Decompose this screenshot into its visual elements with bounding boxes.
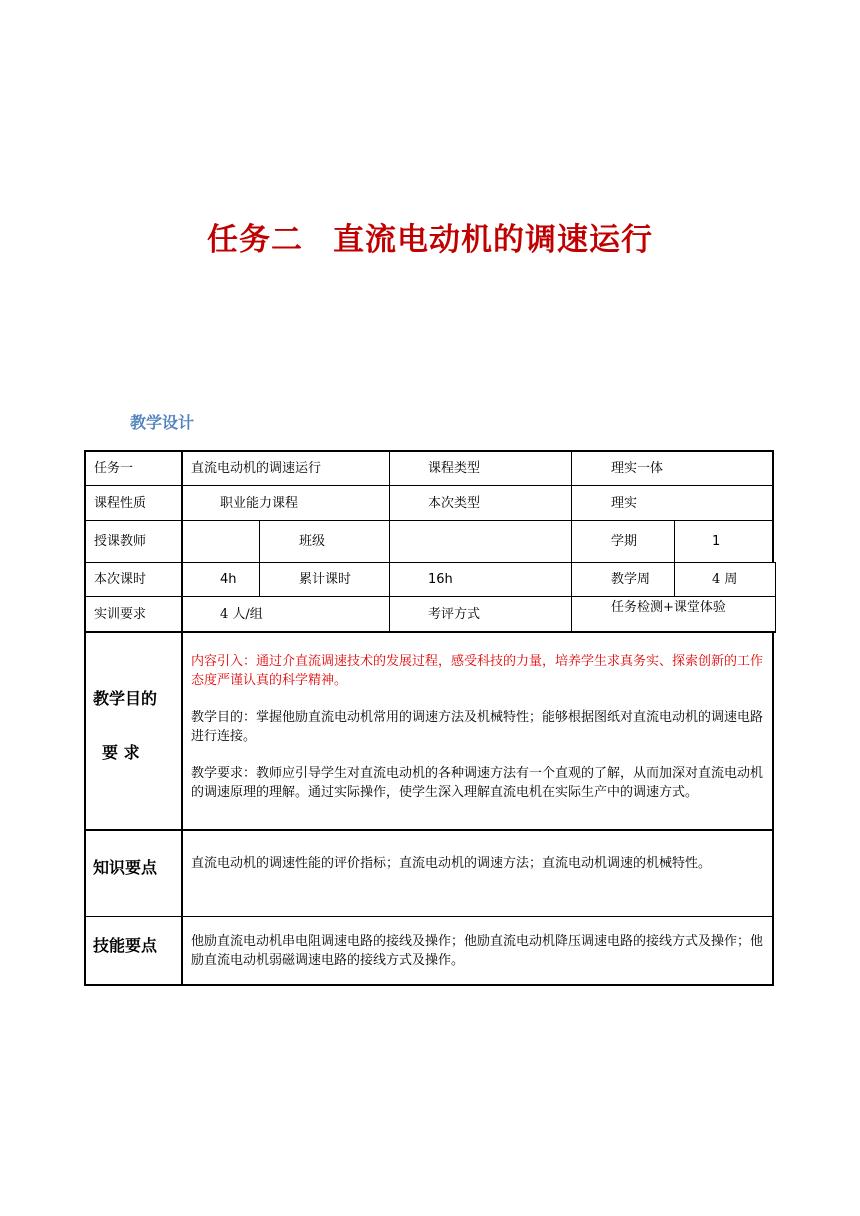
cell-assessment-label: 考评方式: [428, 607, 481, 622]
page-title: [0, 214, 860, 259]
cell-cumulative-value: 16h: [428, 572, 453, 587]
cell-semester-value: 1: [712, 534, 721, 549]
skills-label: 技能要点: [93, 936, 158, 955]
title-part-topic: 直流电动机的调速运行: [333, 222, 653, 258]
knowledge-text: 直流电动机的调速性能的评价指标；直流电动机的调速方法；直流电动机调速的机械特性。: [191, 856, 712, 871]
cell-teaching-week-label: 教学周: [611, 572, 651, 587]
cell-training-label: 实训要求: [94, 607, 147, 622]
title-part-task: 任务二: [207, 222, 303, 258]
cell-assessment-value: 任务检测+课堂体验: [611, 600, 726, 615]
cell-task-value: 直流电动机的调速运行: [191, 461, 322, 476]
cell-session-type-label: 本次类型: [428, 496, 481, 511]
cell-class-label: 班级: [299, 534, 326, 549]
cell-task-label: 任务一: [94, 461, 134, 476]
objectives-content: [191, 652, 767, 802]
cell-teacher-label: 授课教师: [94, 534, 147, 549]
cell-course-nature-value: 职业能力课程: [220, 496, 299, 511]
cell-course-type-value: 理实一体: [611, 461, 664, 476]
cell-training-value: 4 人/组: [220, 607, 263, 622]
cell-semester-label: 学期: [611, 534, 638, 549]
cell-hours-label: 本次课时: [94, 572, 147, 587]
objectives-label-line1: 教学目的: [93, 689, 158, 708]
intro-text: 内容引入：通过介直流调速技术的发展过程，感受科技的力量，培养学生求真务实、探索创新的工作态度严谨认真的科学精神。: [191, 654, 764, 688]
cell-teaching-week-value: 4 周: [712, 572, 738, 587]
cell-hours-value: 4h: [220, 572, 237, 587]
skills-text: 他励直流电动机串电阻调速电路的接线及操作；他励直流电动机降压调速电路的接线方式及操作；他励直流电动机弱磁调速电路的接线方式及操作。: [191, 934, 764, 968]
cell-course-nature-label: 课程性质: [94, 496, 147, 511]
requirement-text: 教学要求：教师应引导学生对直流电动机的各种调速方法有一个直观的了解，从而加深对直流电动机的调速原理的理解。通过实际操作，使学生深入理解直流电机在实际生产中的调速方式。: [191, 766, 764, 800]
cell-cumulative-label: 累计课时: [299, 572, 352, 587]
goal-text: 教学目的：掌握他励直流电动机常用的调速方法及机械特性；能够根据图纸对直流电动机的调速电路进行连接。: [191, 710, 764, 744]
section-heading: 教学设计: [130, 413, 195, 432]
knowledge-label: 知识要点: [93, 858, 158, 877]
objectives-label-line2: 要 求: [102, 743, 140, 762]
cell-course-type-label: 课程类型: [428, 461, 481, 476]
cell-session-type-value: 理实: [611, 496, 638, 511]
